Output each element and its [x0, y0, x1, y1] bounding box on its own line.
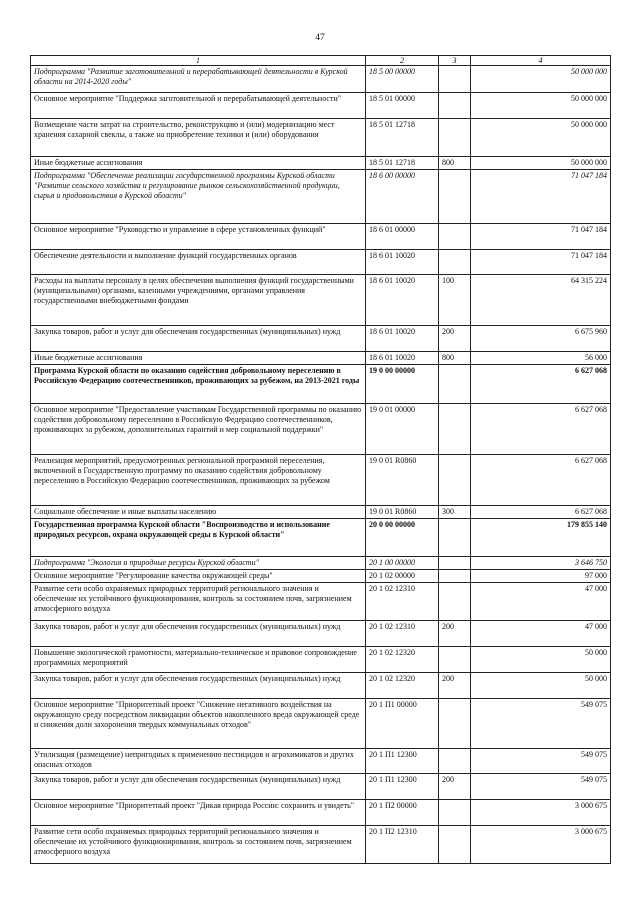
row-code-cell: 20 1 02 12320 [366, 647, 439, 673]
row-name-cell: Государственная программа Курской области "Воспроизводство и использование природных ресурсов, охрана окружающей среды в Курской области" [31, 519, 366, 557]
row-type-cell [439, 365, 471, 404]
row-name-cell: Основное мероприятие "Приоритетный проект "Дикая природа России: сохранить и увидеть" [31, 800, 366, 826]
row-amount-cell: 50 000 000 [471, 93, 611, 119]
table-row [31, 570, 611, 583]
table-row [31, 224, 611, 250]
table-row [31, 326, 611, 352]
table-row [31, 157, 611, 170]
row-amount-cell: 6 627 068 [471, 365, 611, 404]
row-code-cell: 20 0 00 00000 [366, 519, 439, 557]
row-name-cell: Закупка товаров, работ и услуг для обеспечения государственных (муниципальных) нужд [31, 774, 366, 800]
row-code-cell: 20 1 02 00000 [366, 570, 439, 583]
row-code-cell: 20 1 02 12320 [366, 673, 439, 699]
row-code-cell: 20 1 П1 00000 [366, 699, 439, 749]
budget-table [30, 55, 611, 864]
row-amount-cell: 64 315 224 [471, 275, 611, 326]
row-type-cell [439, 119, 471, 157]
row-type-cell [439, 455, 471, 506]
row-type-cell: 200 [439, 621, 471, 647]
row-name-cell: Основное мероприятие "Поддержка заготовительной и перерабатывающей деятельности" [31, 93, 366, 119]
row-type-cell: 800 [439, 157, 471, 170]
row-type-cell [439, 826, 471, 864]
row-name-cell: Основное мероприятие "Регулирование качества окружающей среды" [31, 570, 366, 583]
row-name-cell: Подпрограмма "Развитие заготовительной и перерабатывающей деятельности в Курской области на 2014-2020 годы" [31, 66, 366, 93]
table-row [31, 583, 611, 621]
row-amount-cell: 549 075 [471, 699, 611, 749]
table-row [31, 519, 611, 557]
row-amount-cell: 50 000 000 [471, 66, 611, 93]
row-name-cell: Социальное обеспечение и иные выплаты населению [31, 506, 366, 519]
row-name-cell: Повышение экологической грамотности, материально-техническое и правовое сопровождение программных мероприятий [31, 647, 366, 673]
table-row [31, 800, 611, 826]
row-code-cell: 20 1 П2 00000 [366, 800, 439, 826]
row-amount-cell: 6 675 960 [471, 326, 611, 352]
row-code-cell: 20 1 00 00000 [366, 557, 439, 570]
row-type-cell [439, 570, 471, 583]
column-header-2: 2 [366, 56, 439, 66]
row-type-cell [439, 699, 471, 749]
row-code-cell: 18 6 01 00000 [366, 224, 439, 250]
row-type-cell [439, 66, 471, 93]
row-type-cell [439, 170, 471, 224]
row-type-cell [439, 519, 471, 557]
row-code-cell: 18 5 00 00000 [366, 66, 439, 93]
row-type-cell [439, 647, 471, 673]
table-row [31, 673, 611, 699]
row-type-cell: 100 [439, 275, 471, 326]
table-row [31, 621, 611, 647]
table-row [31, 455, 611, 506]
row-amount-cell: 71 047 184 [471, 250, 611, 275]
row-code-cell: 20 1 02 12310 [366, 583, 439, 621]
row-type-cell [439, 557, 471, 570]
table-row [31, 275, 611, 326]
row-type-cell [439, 250, 471, 275]
table-row [31, 749, 611, 774]
row-amount-cell: 3 646 750 [471, 557, 611, 570]
row-amount-cell: 56 000 [471, 352, 611, 365]
row-type-cell [439, 800, 471, 826]
table-row [31, 826, 611, 864]
row-name-cell: Подпрограмма "Обеспечение реализации государственной программы Курской области "Развитие сельского хозяйства и регулирование рынков сельскохозяйственной продукции, сырья и продовольствия в Курской области" [31, 170, 366, 224]
row-amount-cell: 71 047 184 [471, 224, 611, 250]
table-header-row [31, 56, 611, 66]
row-type-cell [439, 749, 471, 774]
row-code-cell: 18 5 01 12718 [366, 157, 439, 170]
row-code-cell: 18 6 01 10020 [366, 250, 439, 275]
row-type-cell: 200 [439, 774, 471, 800]
row-type-cell [439, 93, 471, 119]
table-row [31, 170, 611, 224]
table-row [31, 404, 611, 455]
row-name-cell: Основное мероприятие "Приоритетный проект "Снижение негативного воздействия на окружающую среду посредством ликвидации объектов накопленного вреда окружающей среде и снижения доли захоронения твердых коммунальных отходов" [31, 699, 366, 749]
row-amount-cell: 549 075 [471, 774, 611, 800]
row-type-cell [439, 224, 471, 250]
row-name-cell: Основное мероприятие "Руководство и управление в сфере установленных функций" [31, 224, 366, 250]
row-name-cell: Расходы на выплаты персоналу в целях обеспечения выполнения функций государственными (муниципальными) органами, казенными учреждениями, органами управления государственными внебюджетными фондами [31, 275, 366, 326]
table-row [31, 699, 611, 749]
row-amount-cell: 3 000 675 [471, 800, 611, 826]
row-amount-cell: 97 000 [471, 570, 611, 583]
row-type-cell: 200 [439, 326, 471, 352]
row-type-cell: 300 [439, 506, 471, 519]
row-name-cell: Возмещение части затрат на строительство, реконструкцию и (или) модернизацию мест хранения сахарной свеклы, а также на приобретение техники и (или) оборудования [31, 119, 366, 157]
row-name-cell: Закупка товаров, работ и услуг для обеспечения государственных (муниципальных) нужд [31, 673, 366, 699]
row-amount-cell: 50 000 000 [471, 119, 611, 157]
row-code-cell: 18 6 01 10020 [366, 275, 439, 326]
row-code-cell: 18 5 01 12718 [366, 119, 439, 157]
row-name-cell: Развитие сети особо охраняемых природных территорий регионального значения и обеспечение их устойчивого функционирования, контроль за состоянием почв, загрязнением атмосферного воздуха [31, 826, 366, 864]
table-row [31, 506, 611, 519]
row-amount-cell: 3 000 675 [471, 826, 611, 864]
row-name-cell: Обеспечение деятельности и выполнение функций государственных органов [31, 250, 366, 275]
table-row [31, 365, 611, 404]
row-code-cell: 19 0 01 R0860 [366, 506, 439, 519]
row-name-cell: Реализация мероприятий, предусмотренных региональной программой переселения, включенной в Государственную программу по оказанию содействия добровольному переселению в Российскую Федерацию соотечественников, проживающих за рубежом [31, 455, 366, 506]
table-row [31, 93, 611, 119]
column-header-3: 3 [439, 56, 471, 66]
row-amount-cell: 6 627 068 [471, 404, 611, 455]
table-row [31, 557, 611, 570]
row-amount-cell: 549 075 [471, 749, 611, 774]
row-amount-cell: 50 000 [471, 647, 611, 673]
table-row [31, 352, 611, 365]
row-type-cell [439, 404, 471, 455]
row-amount-cell: 50 000 [471, 673, 611, 699]
row-amount-cell: 47 000 [471, 621, 611, 647]
row-code-cell: 19 0 01 00000 [366, 404, 439, 455]
row-name-cell: Закупка товаров, работ и услуг для обеспечения государственных (муниципальных) нужд [31, 621, 366, 647]
table-row [31, 250, 611, 275]
row-code-cell: 18 6 01 10020 [366, 326, 439, 352]
column-header-1: 1 [31, 56, 366, 66]
row-type-cell [439, 583, 471, 621]
table-body [31, 66, 611, 864]
row-amount-cell: 179 855 140 [471, 519, 611, 557]
row-type-cell: 200 [439, 673, 471, 699]
row-name-cell: Развитие сети особо охраняемых природных территорий регионального значения и обеспечение их устойчивого функционирования, контроль за состоянием почв, загрязнением атмосферного воздуха [31, 583, 366, 621]
row-code-cell: 20 1 02 12310 [366, 621, 439, 647]
row-name-cell: Иные бюджетные ассигнования [31, 352, 366, 365]
row-amount-cell: 6 627 068 [471, 455, 611, 506]
row-code-cell: 18 6 01 10020 [366, 352, 439, 365]
row-amount-cell: 6 627 068 [471, 506, 611, 519]
row-type-cell: 800 [439, 352, 471, 365]
table-row [31, 647, 611, 673]
row-name-cell: Подпрограмма "Экология и природные ресурсы Курской области" [31, 557, 366, 570]
page-number: 47 [315, 33, 325, 43]
row-amount-cell: 71 047 184 [471, 170, 611, 224]
row-name-cell: Иные бюджетные ассигнования [31, 157, 366, 170]
row-name-cell: Программа Курской области по оказанию содействия добровольному переселению в Российскую Федерацию соотечественников, проживающих за рубежом, на 2013-2021 годы [31, 365, 366, 404]
table-row [31, 774, 611, 800]
row-code-cell: 19 0 01 R0860 [366, 455, 439, 506]
row-code-cell: 20 1 П1 12300 [366, 749, 439, 774]
column-header-4: 4 [471, 56, 611, 66]
row-name-cell: Утилизация (размещение) непригодных к применению пестицидов и агрохимикатов и других опасных отходов [31, 749, 366, 774]
row-code-cell: 18 6 00 00000 [366, 170, 439, 224]
row-name-cell: Закупка товаров, работ и услуг для обеспечения государственных (муниципальных) нужд [31, 326, 366, 352]
row-amount-cell: 50 000 000 [471, 157, 611, 170]
row-code-cell: 19 0 00 00000 [366, 365, 439, 404]
row-code-cell: 20 1 П2 12310 [366, 826, 439, 864]
row-code-cell: 20 1 П1 12300 [366, 774, 439, 800]
table-row [31, 119, 611, 157]
row-name-cell: Основное мероприятие "Предоставление участникам Государственной программы по оказанию содействия добровольному переселению в Российскую Федерацию соотечественников, проживающих за рубежом, дополнительных гарантий и мер социальной поддержки" [31, 404, 366, 455]
row-amount-cell: 47 000 [471, 583, 611, 621]
row-code-cell: 18 5 01 00000 [366, 93, 439, 119]
table-row [31, 66, 611, 93]
